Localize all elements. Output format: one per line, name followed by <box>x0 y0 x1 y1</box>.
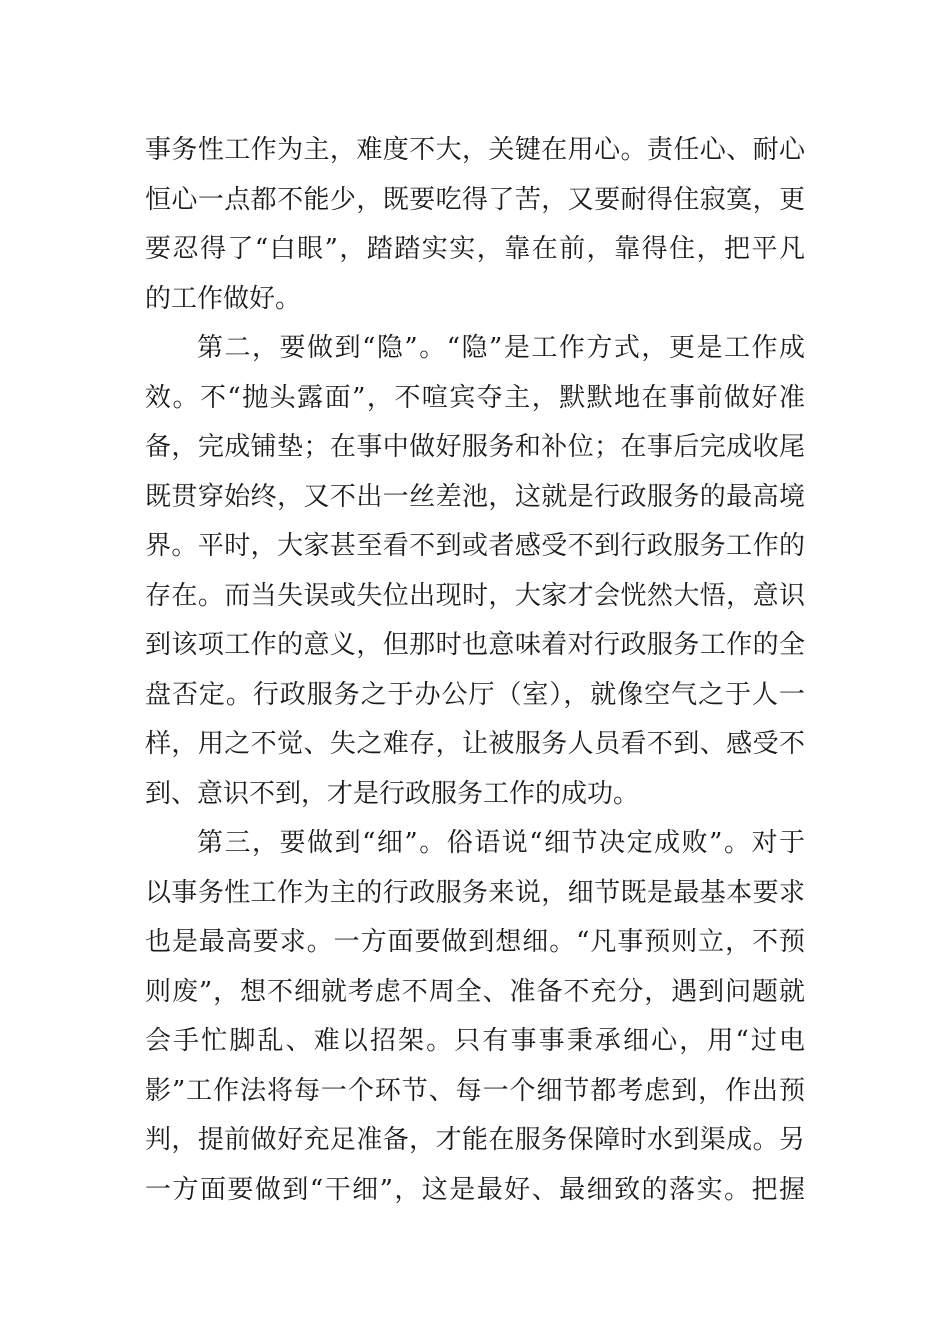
text-line: 也是最高要求。一方面要做到想细。“凡事预则立，不预 <box>145 927 805 957</box>
text-line: 备，完成铺垫；在事中做好服务和补位；在事后完成收尾 <box>145 432 805 462</box>
text-line: 判，提前做好充足准备，才能在服务保障时水到渠成。另 <box>145 1125 805 1155</box>
text-line: 盘否定。行政服务之于办公厅（室），就像空气之于人一 <box>145 679 805 710</box>
text-line: 的工作做好。 <box>145 283 302 314</box>
text-line: 存在。而当失误或失位出现时，大家才会恍然大悟，意识 <box>145 580 805 611</box>
text-line: 则废”，想不细就考虑不周全、准备不充分，遇到问题就 <box>145 976 805 1007</box>
text-line: 一方面要做到“干细”，这是最好、最细致的落实。把握 <box>145 1174 805 1205</box>
text-line: 影”工作法将每一个环节、每一个细节都考虑到，作出预 <box>145 1075 805 1106</box>
text-line: 样，用之不觉、失之难存，让被服务人员看不到、感受不 <box>145 729 805 759</box>
text-line: 恒心一点都不能少，既要吃得了苦，又要耐得住寂寞，更 <box>145 184 805 215</box>
text-line: 会手忙脚乱、难以招架。只有事事秉承细心，用“过电 <box>145 1026 805 1056</box>
text-line: 到、意识不到，才是行政服务工作的成功。 <box>145 778 640 809</box>
body-text <box>145 126 805 1215</box>
text-line: 以事务性工作为主的行政服务来说，细节既是最基本要求 <box>145 877 805 908</box>
text-line: 效。不“抛头露面”，不喧宾夺主，默默地在事前做好准 <box>145 382 805 413</box>
text-line: 事务性工作为主，难度不大，关键在用心。责任心、耐心 <box>145 135 805 165</box>
text-line: 要忍得了“白眼”，踏踏实实，靠在前，靠得住，把平凡 <box>145 234 805 264</box>
paragraph-first-line: 第三，要做到“细”。俗语说“细节决定成败”。对于 <box>197 828 805 858</box>
text-line: 界。平时，大家甚至看不到或者感受不到行政服务工作的 <box>145 531 805 561</box>
text-line: 既贯穿始终，又不出一丝差池，这就是行政服务的最高境 <box>145 481 805 512</box>
text-line: 到该项工作的意义，但那时也意味着对行政服务工作的全 <box>145 630 805 660</box>
paragraph-first-line: 第二，要做到“隐”。“隐”是工作方式，更是工作成 <box>197 333 805 363</box>
